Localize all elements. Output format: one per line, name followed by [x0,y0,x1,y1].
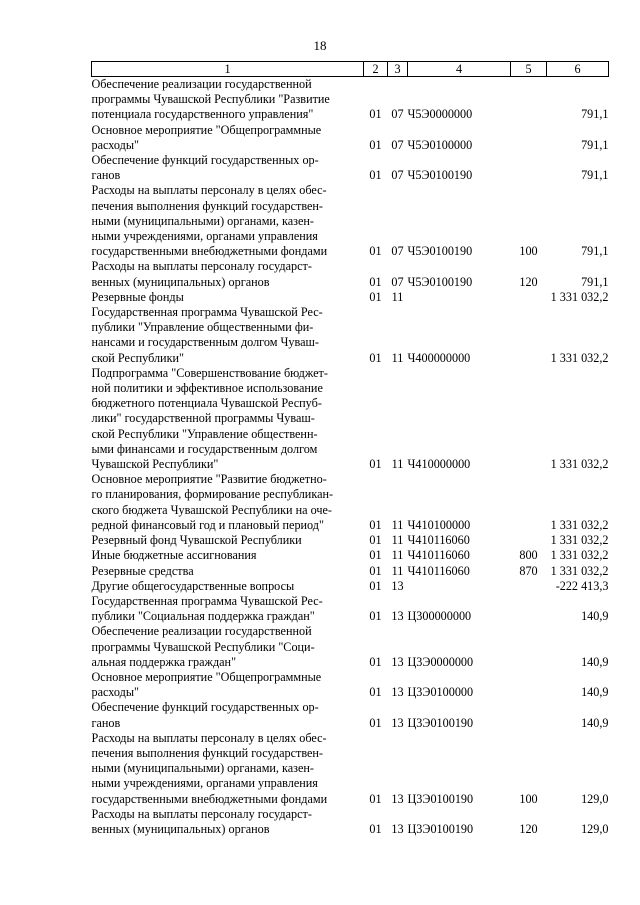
row-subsection: 11 [391,517,404,532]
row-section: 01 [369,791,382,806]
row-expense-type [511,670,547,700]
row-subsection: 07 [391,168,404,183]
row-subsection: 11 [391,548,404,563]
row-section: 01 [369,289,382,304]
row-target-code: Ц3Э0100000 [407,685,474,700]
table-row [92,183,609,259]
row-target-code: Ч5Э0100000 [407,137,473,152]
table-row [92,731,609,807]
header-col-3: 3 [388,62,408,77]
row-target-code: Ч410100000 [407,517,471,532]
table-body [92,77,609,838]
row-name: Расходы на выплаты персоналу государст- венных (муниципальных) органов [91,806,312,836]
table-row [92,290,609,305]
row-amount: 791,1 [581,274,609,289]
row-name: Обеспечение функций государственных ор- ганов [91,700,319,730]
row-amount: 140,9 [581,685,609,700]
row-name: Подпрограмма "Совершенствование бюджет- ной политики и эффективное использование бюджетного потенциала Чувашской Респуб- лики" государственной программы Чуваш- ской Республики "Управление общественн- ыми финансами и государственным долгом Чувашской Республики" [91,365,328,472]
row-section: 01 [369,821,382,836]
row-target-code: Ц3Э0100190 [407,821,474,836]
row-target-code [408,290,511,305]
row-target-code: Ч410116060 [407,548,470,563]
row-name: Расходы на выплаты персоналу в целях обес- печения выполнения функций государствен- ными (муниципальными) органами, казен- ными учреждениями, органами управления государственными внебюджетными фондами [91,730,328,806]
row-section: 01 [369,244,382,259]
row-subsection: 11 [391,563,404,578]
row-section: 01 [369,457,382,472]
row-expense-type [511,305,547,366]
row-expense-type: 100 [519,244,538,259]
table-row [92,305,609,366]
table-row [92,366,609,472]
row-section: 01 [369,685,382,700]
row-name: Резервный фонд Чувашской Республики [91,533,302,548]
table-row [92,533,609,548]
row-expense-type [511,153,547,183]
row-section: 01 [369,350,382,365]
row-name: Государственная программа Чувашской Рес- публики "Управление общественными фи- нансами и государственным долгом Чуваш- ской Республики" [91,305,323,365]
row-section: 01 [369,548,382,563]
row-amount: 129,0 [581,821,609,836]
row-section: 01 [369,107,382,122]
row-subsection: 13 [391,578,404,593]
row-name: Иные бюджетные ассигнования [91,548,257,563]
row-section: 01 [369,654,382,669]
row-expense-type: 120 [519,821,538,836]
row-amount: 1 331 032,2 [550,548,609,563]
row-target-code: Ч5Э0100190 [407,274,473,289]
row-target-code: Ч410000000 [407,457,471,472]
row-subsection: 11 [391,457,404,472]
row-amount: 129,0 [581,791,609,806]
header-col-6: 6 [547,62,609,77]
row-target-code: Ц3Э0100190 [407,715,474,730]
row-expense-type: 870 [519,563,538,578]
row-target-code [408,579,511,594]
row-amount: 791,1 [581,137,609,152]
table-row [92,259,609,289]
row-section: 01 [369,137,382,152]
budget-table [91,61,609,837]
row-target-code: Ч5Э0100190 [407,168,473,183]
table-row [92,77,609,123]
row-subsection: 11 [391,533,404,548]
row-name: Обеспечение реализации государственной программы Чувашской Республики "Соци- альная поддержка граждан" [91,624,315,669]
row-name: Основное мероприятие "Общепрограммные расходы" [91,669,322,700]
table-row [92,594,609,624]
table-row [92,579,609,594]
table-header [92,62,609,77]
row-expense-type [511,290,547,305]
row-expense-type [511,366,547,472]
row-section: 01 [369,274,382,289]
row-subsection: 13 [391,685,404,700]
row-section: 01 [369,715,382,730]
row-amount: 791,1 [581,107,609,122]
table-row [92,670,609,700]
table-row [92,624,609,670]
row-expense-type [511,123,547,153]
row-subsection: 07 [391,107,404,122]
row-subsection: 11 [391,289,404,304]
row-expense-type [511,77,547,123]
page-number: 18 [313,38,327,53]
table-row [92,564,609,579]
row-subsection: 07 [391,244,404,259]
row-expense-type [511,472,547,533]
row-section: 01 [369,609,382,624]
table-row [92,472,609,533]
row-amount: 1 331 032,2 [550,563,609,578]
row-target-code: Ч400000000 [407,350,471,365]
row-name: Обеспечение функций государственных ор- ганов [91,153,319,183]
row-name: Основное мероприятие "Развитие бюджетно- го планирования, формирование республикан- ского бюджета Чувашской Республики на оче- редной финансовый год и плановый период" [91,472,334,532]
row-section: 01 [369,533,382,548]
row-name: Основное мероприятие "Общепрограммные расходы" [91,122,322,152]
row-name: Резервные средства [91,563,194,578]
header-row [92,62,609,77]
row-subsection: 13 [391,715,404,730]
row-expense-type [511,594,547,624]
row-amount: 791,1 [581,168,609,183]
table-row [92,548,609,563]
header-col-2: 2 [364,62,388,77]
header-col-5: 5 [511,62,547,77]
row-expense-type [511,700,547,730]
row-expense-type: 800 [519,548,538,563]
row-name: Обеспечение реализации государственной программы Чувашской Республики "Развитие потенциала государственного управления" [91,77,330,122]
row-subsection: 13 [391,654,404,669]
row-subsection: 13 [391,791,404,806]
table-row [92,153,609,183]
row-section: 01 [369,563,382,578]
row-subsection: 13 [391,609,404,624]
table-row [92,807,609,837]
row-target-code: Ч5Э0100190 [407,244,473,259]
row-amount: 1 331 032,2 [550,517,609,532]
row-name: Другие общегосударственные вопросы [91,578,295,593]
row-amount: 1 331 032,2 [550,289,609,304]
row-expense-type: 120 [519,274,538,289]
row-target-code: Ч410116060 [407,533,470,548]
row-amount: 140,9 [581,715,609,730]
row-target-code: Ч410116060 [407,563,470,578]
row-name: Резервные фонды [91,289,184,304]
row-subsection: 11 [391,350,404,365]
row-name: Государственная программа Чувашской Рес- публики "Социальная поддержка граждан" [91,593,323,624]
row-expense-type [511,533,547,548]
row-amount: 140,9 [581,654,609,669]
row-expense-type: 100 [519,791,538,806]
row-name: Расходы на выплаты персоналу государст- венных (муниципальных) органов [91,259,312,289]
row-amount: 1 331 032,2 [550,350,609,365]
row-target-code: Ч5Э0000000 [407,107,473,122]
row-expense-type [511,624,547,670]
table-row [92,123,609,153]
row-expense-type [511,579,547,594]
row-section: 01 [369,168,382,183]
row-section: 01 [369,517,382,532]
row-target-code: Ц300000000 [407,609,472,624]
row-amount: 791,1 [581,244,609,259]
row-target-code: Ц3Э0100190 [407,791,474,806]
row-amount: 1 331 032,2 [550,457,609,472]
header-col-1: 1 [92,62,364,77]
row-subsection: 07 [391,274,404,289]
row-amount: -222 413,3 [555,578,609,593]
row-name: Расходы на выплаты персоналу в целях обес- печения выполнения функций государствен- ными (муниципальными) органами, казен- ными учреждениями, органами управления государственными внебюджетными фондами [91,183,328,259]
table-row [92,700,609,730]
row-target-code: Ц3Э0000000 [407,654,474,669]
row-subsection: 07 [391,137,404,152]
row-amount: 140,9 [581,609,609,624]
header-col-4: 4 [408,62,511,77]
row-amount: 1 331 032,2 [550,533,609,548]
row-subsection: 13 [391,821,404,836]
row-section: 01 [369,578,382,593]
